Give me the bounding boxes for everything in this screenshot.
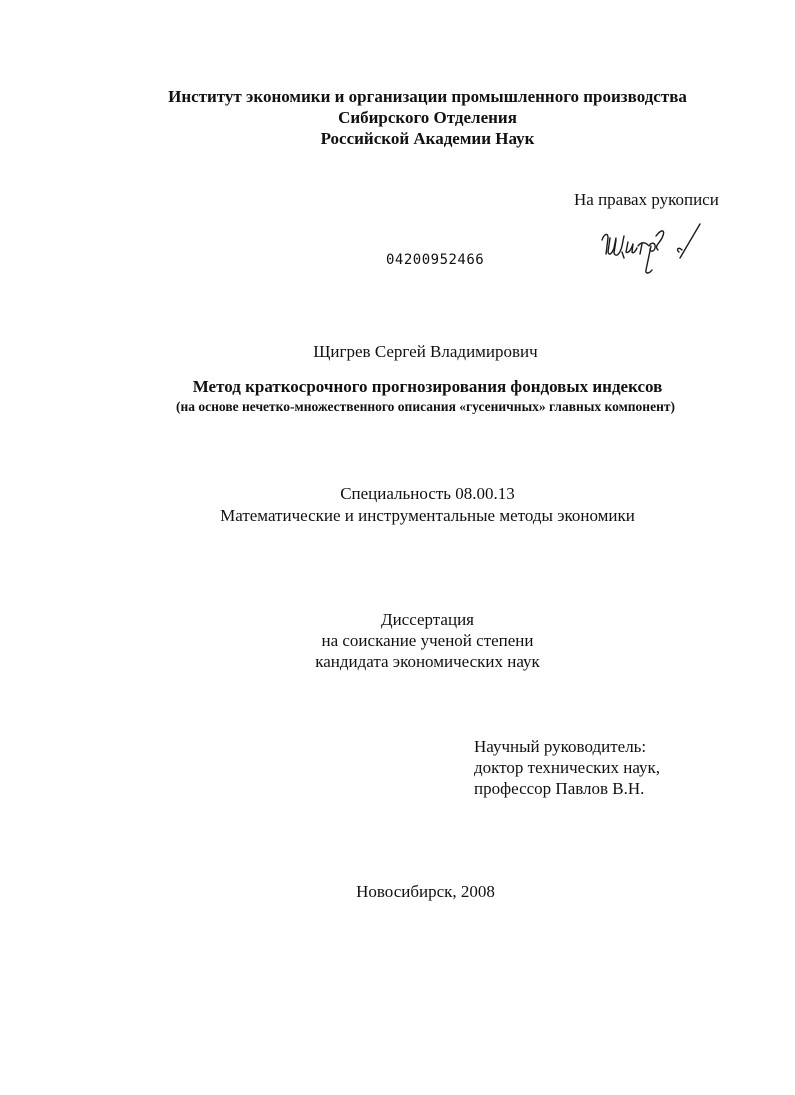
dissertation-subtitle: (на основе нечетко-множественного описания «гусеничных» главных компонент) bbox=[176, 399, 675, 414]
institute-branch: Сибирского Отделения bbox=[338, 108, 517, 127]
supervisor-degree: доктор технических наук, bbox=[474, 758, 661, 777]
manuscript-note: На правах рукописи bbox=[574, 190, 719, 209]
city-year: Новосибирск, 2008 bbox=[356, 882, 495, 901]
degree-purpose: на соискание ученой степени bbox=[321, 631, 534, 650]
specialty-code: Специальность 08.00.13 bbox=[340, 484, 515, 503]
supervisor-block bbox=[474, 736, 660, 799]
degree-name: кандидата экономических наук bbox=[315, 652, 540, 671]
document-type: Диссертация bbox=[380, 610, 474, 629]
dissertation-title: Метод краткосрочного прогнозирования фондовых индексов bbox=[192, 377, 663, 396]
handwritten-signature bbox=[596, 216, 708, 278]
serial-number: 04200952466 bbox=[386, 252, 485, 268]
author-name: Щигрев Сергей Владимирович bbox=[313, 342, 538, 361]
academy-name: Российской Академии Наук bbox=[320, 129, 535, 148]
specialty-name: Математические и инструментальные методы экономики bbox=[220, 506, 635, 525]
institute-name: Институт экономики и организации промышленного производства bbox=[168, 87, 687, 106]
degree-block bbox=[30, 609, 795, 672]
specialty-block bbox=[30, 483, 795, 527]
supervisor-label: Научный руководитель: bbox=[474, 737, 647, 756]
institute-header bbox=[30, 86, 795, 149]
supervisor-name: профессор Павлов В.Н. bbox=[474, 779, 645, 798]
